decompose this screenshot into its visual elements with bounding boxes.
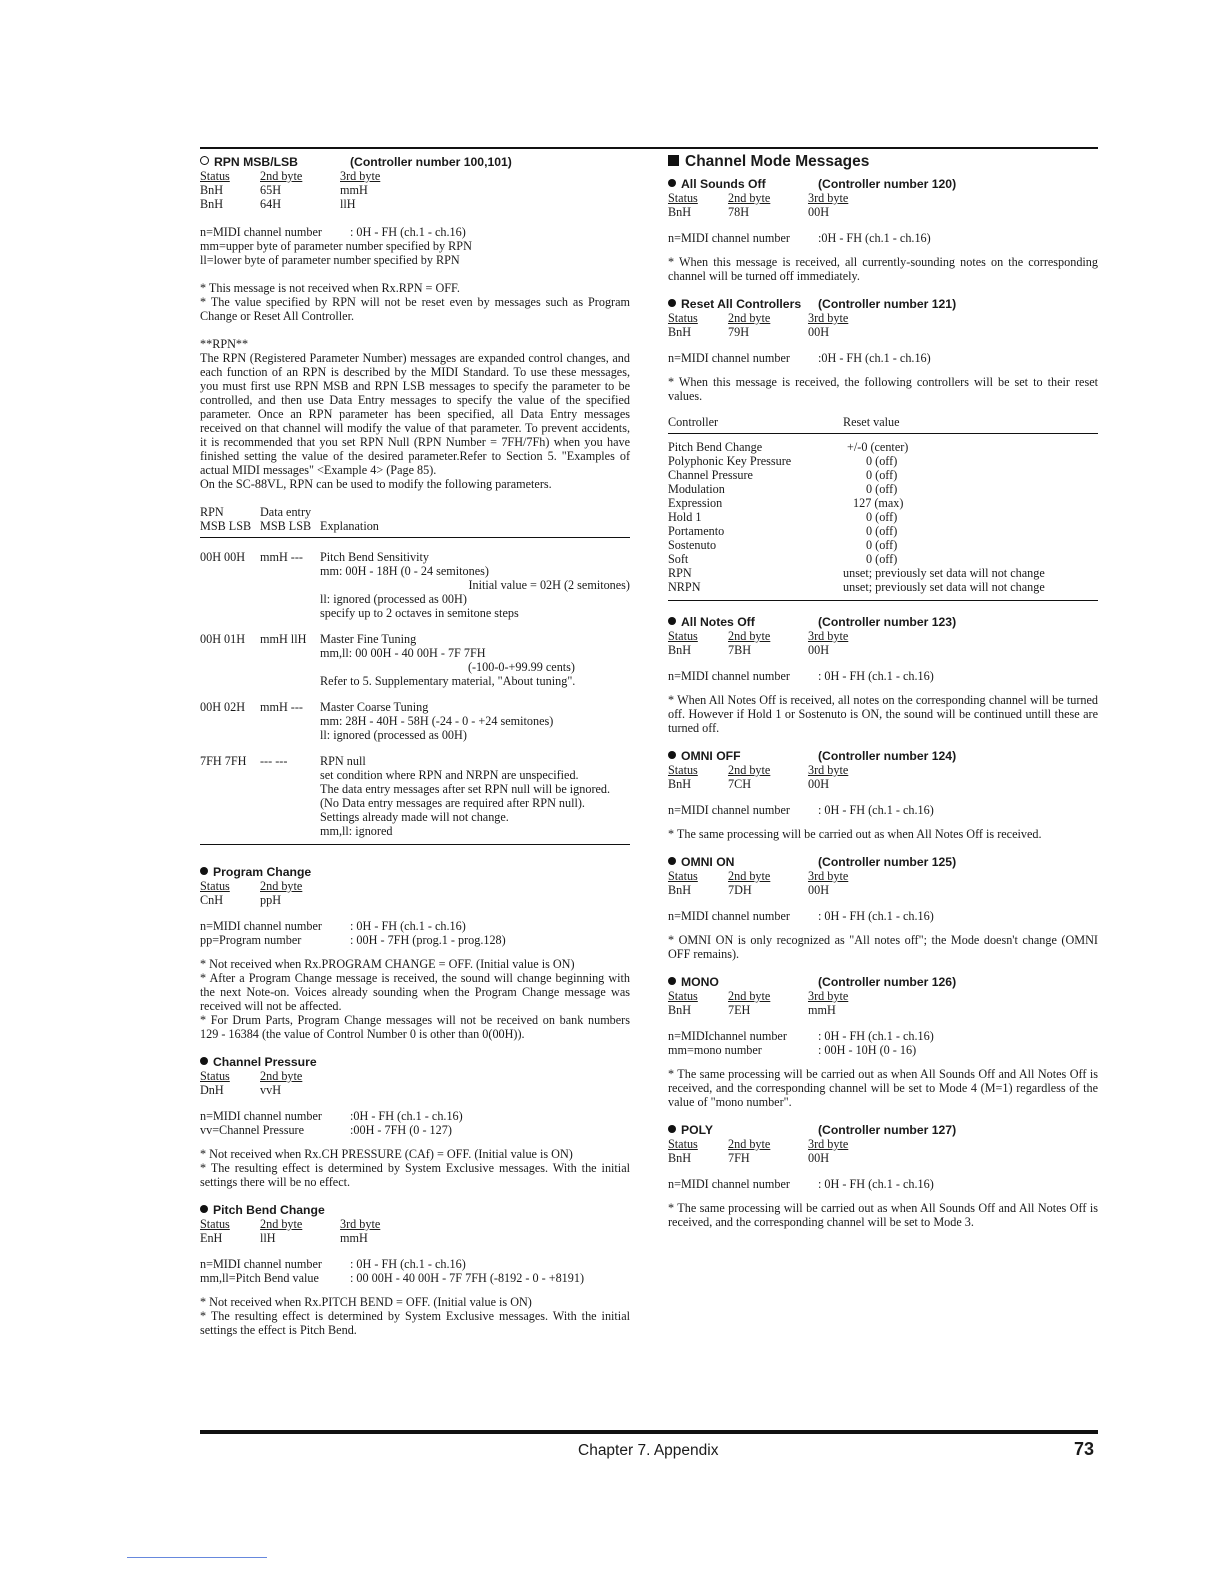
omnion-title: OMNI ON — [681, 855, 735, 869]
bullet-icon — [668, 751, 676, 759]
explanation-line: Master Fine Tuning — [320, 632, 417, 646]
reset-value: unset; previously set data will not change — [843, 566, 1045, 580]
pb-bytes — [200, 1217, 630, 1245]
hdr: 2nd byte — [728, 191, 771, 205]
rac-heading — [668, 297, 1098, 311]
data-entry: --- --- — [260, 754, 288, 768]
def-val: : 0H - FH (ch.1 - ch.16) — [350, 225, 466, 239]
pb-defs — [200, 1257, 630, 1285]
hdr: Status — [200, 879, 230, 893]
hdr: 2nd byte — [260, 879, 303, 893]
cell: llH — [260, 1231, 276, 1245]
hdr: Status — [668, 311, 698, 325]
cell: 78H — [728, 205, 749, 219]
heading-name — [668, 1123, 818, 1137]
omnioff-title: OMNI OFF — [681, 749, 741, 763]
cell: 7FH — [728, 1151, 750, 1165]
def-line: ll=lower byte of parameter number specified by RPN — [200, 253, 460, 267]
hdr: Status — [200, 1217, 230, 1231]
def-val: : 0H - FH (ch.1 - ch.16) — [818, 803, 934, 817]
right-column — [668, 153, 1098, 1229]
omnioff-controller: (Controller number 124) — [818, 749, 957, 763]
controller-name: Portamento — [668, 524, 725, 538]
def-val: : 00H - 10H (0 - 16) — [818, 1043, 917, 1057]
th: Data entry — [260, 505, 312, 519]
th: MSB LSB — [200, 519, 252, 533]
hdr: Status — [668, 869, 698, 883]
controller-row — [668, 440, 1098, 454]
controller-row — [668, 566, 1098, 580]
explanation-line: (No Data entry messages are required after RPN null). — [320, 796, 585, 810]
def-val: : 0H - FH (ch.1 - ch.16) — [818, 909, 934, 923]
mono-title: MONO — [681, 975, 719, 989]
controller-table — [668, 440, 1098, 594]
explanation-line: mm,ll: ignored — [320, 824, 393, 838]
cp-bytes — [200, 1069, 630, 1097]
def-line: mm=upper byte of parameter number specified by RPN — [200, 239, 472, 253]
def-key: n=MIDI channel number — [200, 919, 322, 933]
explanation-line: (-100-0-+99.99 cents) — [467, 660, 575, 674]
table-rule — [668, 600, 1098, 601]
hdr-2nd: 2nd byte — [260, 169, 303, 183]
table-rule — [200, 844, 630, 845]
hdr: 2nd byte — [728, 311, 771, 325]
controller-name: Modulation — [668, 482, 725, 496]
def-key: n=MIDI channel number — [668, 351, 790, 365]
omnion-bytes — [668, 869, 1098, 897]
bullet-icon — [200, 1057, 208, 1065]
hdr: 3rd byte — [808, 869, 849, 883]
cp-heading — [200, 1055, 630, 1069]
note: * Not received when Rx.CH PRESSURE (CAf) = OFF. (Initial value is ON) — [200, 1147, 573, 1161]
explanation — [320, 754, 630, 838]
explanation-line: set condition where RPN and NRPN are unspecified. — [320, 768, 579, 782]
controller-name: RPN — [668, 566, 692, 580]
rac-title: Reset All Controllers — [681, 297, 802, 311]
note: * When this message is received, the following controllers will be set to their reset values. — [668, 375, 1098, 403]
table-rule — [668, 433, 1098, 434]
cell: 00H — [808, 883, 829, 897]
hdr: Status — [668, 191, 698, 205]
cell: 64H — [260, 197, 281, 211]
rpn-table-row — [200, 550, 630, 620]
omnion-controller: (Controller number 125) — [818, 855, 957, 869]
top-rule — [200, 147, 1098, 149]
th: Explanation — [320, 519, 379, 533]
hdr-3rd: 3rd byte — [340, 169, 381, 183]
poly-bytes — [668, 1137, 1098, 1165]
note: * After a Program Change message is received, the sound will change beginning with the next Note-on. Voices already sounding when the Program Change message was received will not be affected. — [200, 971, 630, 1013]
heading-name — [668, 297, 818, 311]
cell: 7DH — [728, 883, 752, 897]
explanation-line: Initial value = 02H (2 semitones) — [468, 578, 630, 592]
hdr: 2nd byte — [728, 989, 771, 1003]
explanation-line: specify up to 2 octaves in semitone steps — [320, 606, 519, 620]
rpn-table — [200, 550, 630, 838]
section-heading — [668, 155, 1098, 169]
note: * The same processing will be carried out as when All Notes Off is received. — [668, 827, 1042, 841]
heading-name — [668, 855, 818, 869]
pc-heading — [200, 865, 630, 879]
rpn-paragraph: The RPN (Registered Parameter Number) messages are expanded control changes, and each function of an RPN is described by the MIDI Standard. To use these messages, you must first use RPN MSB and RPN LSB messages to specify the parameter to be controlled, and then use Data Entry messages to specify the value of the specified parameter. Once an RPN parameter has been specified, all Data Entry messages received on that channel will modify the value of that parameter. To prevent accidents, it is recommended that you set RPN Null (RPN Number = 7FH/7Fh) when you have finished setting the value of the desired parameter.Refer to Section 5. "Examples of actual MIDI messages" <Example 4> (Page 85). — [200, 351, 630, 477]
controller-row — [668, 580, 1098, 594]
cell: BnH — [668, 643, 692, 657]
bullet-icon — [668, 1125, 676, 1133]
aso-bytes — [668, 191, 1098, 219]
heading-name — [668, 975, 818, 989]
hdr: Status — [668, 989, 698, 1003]
explanation-line: RPN null — [320, 754, 366, 768]
aso-title: All Sounds Off — [681, 177, 766, 191]
def-key: mm=mono number — [668, 1043, 762, 1057]
cell: mmH — [340, 183, 368, 197]
channel-mode-blocks — [668, 177, 1098, 1229]
rpn-number: 00H 01H — [200, 632, 246, 646]
reset-value: 0 (off) — [866, 524, 898, 538]
poly-title: POLY — [681, 1123, 714, 1137]
cell: 7CH — [728, 777, 752, 791]
cell: BnH — [668, 777, 692, 791]
left-column — [200, 153, 630, 1337]
cell: DnH — [200, 1083, 224, 1097]
hdr: 3rd byte — [808, 989, 849, 1003]
hdr: 3rd byte — [808, 191, 849, 205]
cell: BnH — [200, 183, 224, 197]
cell: vvH — [260, 1083, 281, 1097]
data-entry: mmH llH — [260, 632, 307, 646]
ano-heading — [668, 615, 1098, 629]
controller-name: Expression — [668, 496, 723, 510]
controller-row — [668, 482, 1098, 496]
reset-value: 0 (off) — [866, 482, 898, 496]
th: Controller — [668, 415, 719, 429]
footer-chapter: Chapter 7. Appendix — [578, 1442, 719, 1459]
heading-name — [668, 615, 818, 629]
note: * For Drum Parts, Program Change messages will not be received on bank numbers 129 - 16384 (the value of Control Number 0 is other than 0(00H)). — [200, 1013, 630, 1041]
heading-name — [668, 177, 818, 191]
def-val: :0H - FH (ch.1 - ch.16) — [350, 1109, 463, 1123]
note: * The resulting effect is determined by System Exclusive messages. With the initial settings there will be no effect. — [200, 1161, 630, 1189]
note: * When this message is received, all currently-sounding notes on the corresponding channel will be turned off immediately. — [668, 255, 1098, 283]
mono-bytes — [668, 989, 1098, 1017]
rpn-paragraph-2: On the SC-88VL, RPN can be used to modify the following parameters. — [200, 477, 552, 491]
controller-row — [668, 454, 1098, 468]
cell: BnH — [668, 205, 692, 219]
rpn-table-row — [200, 700, 630, 742]
hdr-status: Status — [200, 169, 230, 183]
reset-value: 0 (off) — [866, 510, 898, 524]
reset-value: 0 (off) — [866, 538, 898, 552]
def-key: n=MIDI channel number — [668, 909, 790, 923]
cell: 00H — [808, 777, 829, 791]
def-key: n=MIDI channel number — [200, 225, 322, 239]
rpn-table-row — [200, 754, 630, 838]
cell: BnH — [200, 197, 224, 211]
def-key: n=MIDI channel number — [668, 803, 790, 817]
controller-name: Polyphonic Key Pressure — [668, 454, 792, 468]
explanation-line: ll: ignored (processed as 00H) — [320, 592, 467, 606]
explanation — [320, 700, 630, 742]
note: * The same processing will be carried out as when All Sounds Off and All Notes Off is received, and the corresponding channel will be set to Mode 4 (M=1) regardless of the value of "mono number". — [668, 1067, 1098, 1109]
note: * The same processing will be carried out as when All Sounds Off and All Notes Off is received, and the corresponding channel will be set to Mode 3. — [668, 1201, 1098, 1229]
decorative-line — [127, 1557, 267, 1558]
rpn-defs — [200, 225, 630, 239]
note: * The resulting effect is determined by System Exclusive messages. With the initial settings the effect is Pitch Bend. — [200, 1309, 630, 1337]
explanation-line: mm,ll: 00 00H - 40 00H - 7F 7FH — [320, 646, 486, 660]
hdr: 3rd byte — [808, 763, 849, 777]
omnion-heading — [668, 855, 1098, 869]
mono-defs — [668, 1029, 1098, 1057]
hdr: 2nd byte — [260, 1069, 303, 1083]
note: * Not received when Rx.PROGRAM CHANGE = OFF. (Initial value is ON) — [200, 957, 575, 971]
heading-name — [668, 749, 818, 763]
mono-controller: (Controller number 126) — [818, 975, 957, 989]
rac-defs — [668, 351, 1098, 365]
def-key: n=MIDI channel number — [200, 1257, 322, 1271]
rpn-table-head — [200, 505, 630, 533]
bullet-icon — [668, 299, 676, 307]
rpn-controller: (Controller number 100,101) — [350, 155, 512, 169]
rpn-number: 00H 02H — [200, 700, 246, 714]
hdr: 3rd byte — [340, 1217, 381, 1231]
rpn-number: 7FH 7FH — [200, 754, 247, 768]
cp-defs — [200, 1109, 630, 1137]
pb-title: Pitch Bend Change — [213, 1203, 325, 1217]
def-val: : 0H - FH (ch.1 - ch.16) — [818, 1029, 934, 1043]
mono-heading — [668, 975, 1098, 989]
controller-row — [668, 538, 1098, 552]
cell: BnH — [668, 325, 692, 339]
pc-bytes — [200, 879, 630, 907]
poly-defs — [668, 1177, 1098, 1191]
hdr: Status — [668, 629, 698, 643]
data-entry: mmH --- — [260, 550, 303, 564]
table-rule — [200, 537, 630, 538]
section-title: Channel Mode Messages — [685, 153, 870, 170]
rpn-label: **RPN** — [200, 337, 249, 351]
cell: 00H — [808, 643, 829, 657]
hdr: Status — [200, 1069, 230, 1083]
pc-title: Program Change — [213, 865, 312, 879]
cell: EnH — [200, 1231, 223, 1245]
controller-row — [668, 496, 1098, 510]
reset-value: 0 (off) — [866, 552, 898, 566]
th: MSB LSB — [260, 519, 312, 533]
cell: 65H — [260, 183, 281, 197]
note: * This message is not received when Rx.RPN = OFF. — [200, 281, 460, 295]
bullet-icon — [200, 867, 208, 875]
hdr: 3rd byte — [808, 311, 849, 325]
bullet-icon — [668, 857, 676, 865]
def-val: :00H - 7FH (0 - 127) — [350, 1123, 452, 1137]
controller-name: NRPN — [668, 580, 701, 594]
rac-bytes — [668, 311, 1098, 339]
rpn-heading — [200, 155, 630, 169]
cell: 00H — [808, 325, 829, 339]
cell: ppH — [260, 893, 281, 907]
rpn-table-row — [200, 632, 630, 688]
note: * The value specified by RPN will not be reset even by messages such as Program Change or Reset All Controller. — [200, 295, 630, 323]
def-key: n=MIDIchannel number — [668, 1029, 787, 1043]
omnioff-bytes — [668, 763, 1098, 791]
controller-name: Sostenuto — [668, 538, 717, 552]
omnioff-defs — [668, 803, 1098, 817]
explanation-line: ll: ignored (processed as 00H) — [320, 728, 467, 742]
def-val: : 0H - FH (ch.1 - ch.16) — [818, 669, 934, 683]
ano-title: All Notes Off — [681, 615, 755, 629]
aso-heading — [668, 177, 1098, 191]
cell: BnH — [668, 1003, 692, 1017]
bullet-icon — [200, 1205, 208, 1213]
hdr: Status — [668, 1137, 698, 1151]
ano-controller: (Controller number 123) — [818, 615, 957, 629]
rpn-bytes — [200, 169, 630, 211]
controller-row — [668, 510, 1098, 524]
controller-row — [668, 524, 1098, 538]
def-key: n=MIDI channel number — [668, 669, 790, 683]
explanation-line: Master Coarse Tuning — [320, 700, 429, 714]
note: * When All Notes Off is received, all notes on the corresponding channel will be turned off. However if Hold 1 or Sostenuto is ON, the sound will be continued untill these are turned off. — [668, 693, 1098, 735]
hdr: 2nd byte — [260, 1217, 303, 1231]
note: * Not received when Rx.PITCH BEND = OFF. (Initial value is ON) — [200, 1295, 532, 1309]
explanation-line: Refer to 5. Supplementary material, "About tuning". — [320, 674, 576, 688]
cell: 00H — [808, 205, 829, 219]
def-val: : 0H - FH (ch.1 - ch.16) — [818, 1177, 934, 1191]
def-val: :0H - FH (ch.1 - ch.16) — [818, 231, 931, 245]
hdr: 3rd byte — [808, 629, 849, 643]
ano-bytes — [668, 629, 1098, 657]
def-val: : 0H - FH (ch.1 - ch.16) — [350, 919, 466, 933]
hdr: 2nd byte — [728, 1137, 771, 1151]
explanation-line: mm: 28H - 40H - 58H (-24 - 0 - +24 semitones) — [320, 714, 554, 728]
explanation-line: Pitch Bend Sensitivity — [320, 550, 430, 564]
reset-value: 0 (off) — [866, 468, 898, 482]
th: RPN — [200, 505, 224, 519]
pb-heading — [200, 1203, 630, 1217]
cell: BnH — [668, 883, 692, 897]
controller-row — [668, 552, 1098, 566]
cell: 7EH — [728, 1003, 751, 1017]
circle-bullet-icon — [200, 156, 209, 165]
hdr: Status — [668, 763, 698, 777]
th: Reset value — [843, 415, 900, 429]
aso-defs — [668, 231, 1098, 245]
def-key: pp=Program number — [200, 933, 302, 947]
controller-row — [668, 468, 1098, 482]
reset-value: 0 (off) — [866, 454, 898, 468]
explanation-line: Settings already made will not change. — [320, 810, 509, 824]
rpn-title: RPN MSB/LSB — [214, 155, 298, 169]
poly-heading — [668, 1123, 1098, 1137]
hdr: 2nd byte — [728, 629, 771, 643]
def-val: :0H - FH (ch.1 - ch.16) — [818, 351, 931, 365]
def-val: : 0H - FH (ch.1 - ch.16) — [350, 1257, 466, 1271]
hdr: 3rd byte — [808, 1137, 849, 1151]
rpn-number: 00H 00H — [200, 550, 246, 564]
def-key: n=MIDI channel number — [200, 1109, 322, 1123]
cp-title: Channel Pressure — [213, 1055, 317, 1069]
square-bullet-icon — [668, 155, 679, 166]
reset-value: 127 (max) — [853, 496, 904, 510]
omnioff-heading — [668, 749, 1098, 763]
reset-value: +/-0 (center) — [847, 440, 909, 454]
def-val: : 00 00H - 40 00H - 7F 7FH (-8192 - 0 - +8191) — [350, 1271, 585, 1285]
controller-name: Pitch Bend Change — [668, 440, 763, 454]
cell: mmH — [340, 1231, 368, 1245]
note: * OMNI ON is only recognized as "All notes off"; the Mode doesn't change (OMNI OFF remains). — [668, 933, 1098, 961]
cell: llH — [340, 197, 356, 211]
def-key: n=MIDI channel number — [668, 1177, 790, 1191]
bullet-icon — [668, 977, 676, 985]
pc-defs — [200, 919, 630, 947]
bullet-icon — [668, 617, 676, 625]
cell: 79H — [728, 325, 749, 339]
hdr: 2nd byte — [728, 763, 771, 777]
controller-name: Hold 1 — [668, 510, 702, 524]
explanation — [320, 632, 630, 688]
controller-name: Channel Pressure — [668, 468, 753, 482]
poly-controller: (Controller number 127) — [818, 1123, 957, 1137]
reset-value: unset; previously set data will not change — [843, 580, 1045, 594]
explanation — [320, 550, 630, 620]
def-key: n=MIDI channel number — [668, 231, 790, 245]
omnion-defs — [668, 909, 1098, 923]
explanation-line: The data entry messages after set RPN null will be ignored. — [320, 782, 611, 796]
controller-table-head — [668, 415, 1098, 429]
hdr: 2nd byte — [728, 869, 771, 883]
cell: mmH — [808, 1003, 836, 1017]
def-key: mm,ll=Pitch Bend value — [200, 1271, 319, 1285]
cell: 00H — [808, 1151, 829, 1165]
controller-name: Soft — [668, 552, 689, 566]
def-val: : 00H - 7FH (prog.1 - prog.128) — [350, 933, 506, 947]
def-key: vv=Channel Pressure — [200, 1123, 305, 1137]
ano-defs — [668, 669, 1098, 683]
bullet-icon — [668, 179, 676, 187]
cell: BnH — [668, 1151, 692, 1165]
aso-controller: (Controller number 120) — [818, 177, 957, 191]
cell: CnH — [200, 893, 224, 907]
explanation-line: mm: 00H - 18H (0 - 24 semitones) — [320, 564, 489, 578]
bottom-rule — [200, 1430, 1098, 1434]
page-number: 73 — [1074, 1439, 1095, 1459]
cell: 7BH — [728, 643, 752, 657]
rac-controller: (Controller number 121) — [818, 297, 957, 311]
data-entry: mmH --- — [260, 700, 303, 714]
